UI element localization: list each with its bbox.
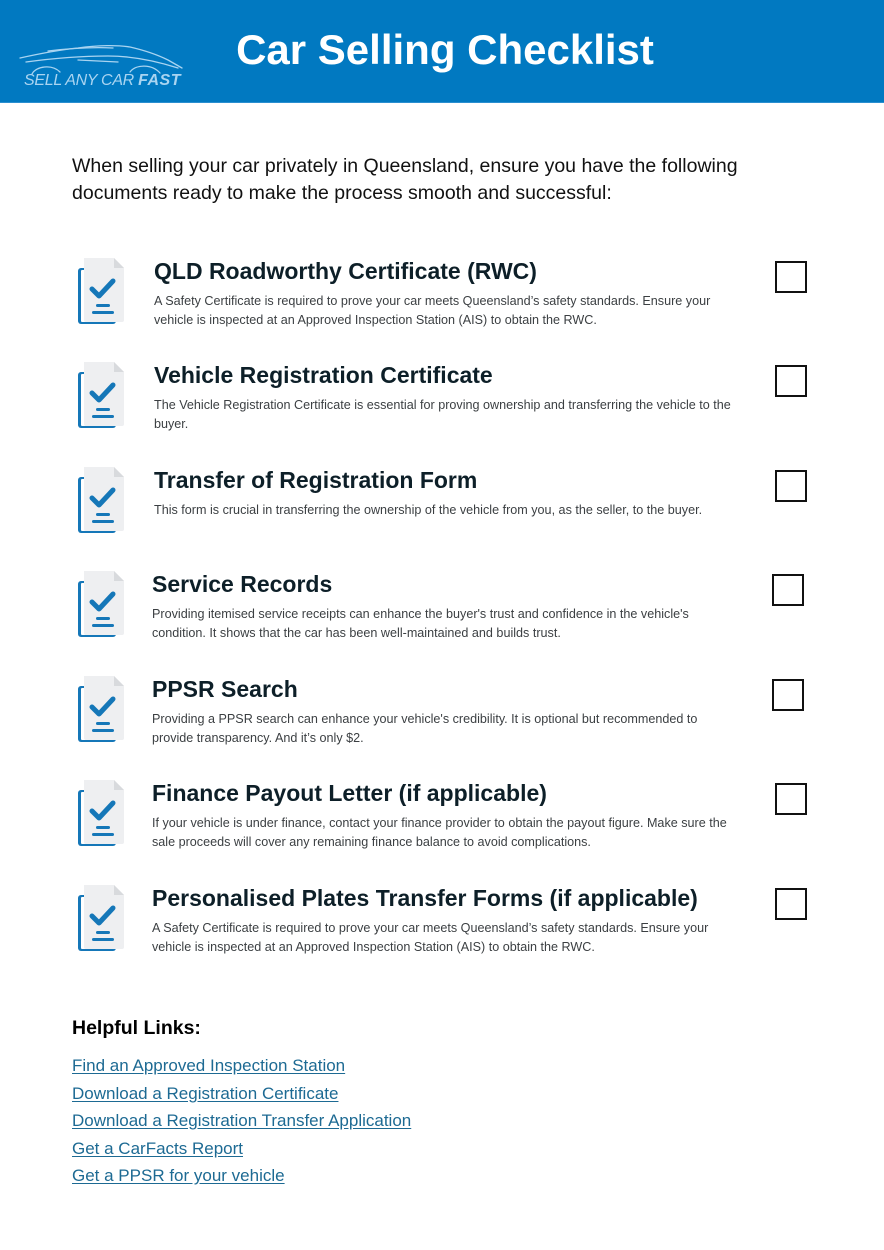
checklist-item-checkbox[interactable]	[775, 888, 807, 920]
checklist-item-title: Finance Payout Letter (if applicable)	[152, 780, 547, 806]
checklist-item-title: Transfer of Registration Form	[154, 467, 478, 493]
helpful-links-list	[72, 1054, 411, 1192]
link-get-carfacts-report[interactable]: Get a CarFacts Report	[72, 1138, 244, 1158]
checklist-document-icon	[76, 465, 126, 535]
checklist-item-checkbox[interactable]	[775, 470, 807, 502]
checklist-item-title: PPSR Search	[152, 676, 298, 702]
checklist-item-title: QLD Roadworthy Certificate (RWC)	[154, 258, 537, 284]
page-title: Car Selling Checklist	[236, 26, 654, 73]
link-download-registration-transfer-application[interactable]: Download a Registration Transfer Application	[72, 1111, 412, 1130]
checklist-document-icon	[76, 360, 126, 430]
helpful-links-heading: Helpful Links:	[72, 1017, 201, 1039]
checklist-item	[0, 885, 884, 985]
checklist-item-title: Service Records	[152, 571, 333, 597]
checklist-item-checkbox[interactable]	[775, 783, 807, 815]
checklist-item-checkbox[interactable]	[772, 574, 804, 606]
checklist-item-description: A Safety Certificate is required to prove your car meets Queensland’s safety standards. Ensure your vehicle is inspected at an Approved Inspection Station (AIS) to obtain the RWC.	[152, 921, 709, 954]
link-find-approved-inspection-station[interactable]: Find an Approved Inspection Station	[72, 1056, 346, 1075]
checklist-item	[0, 571, 884, 671]
checklist-item-title: Personalised Plates Transfer Forms (if applicable)	[152, 885, 698, 911]
header-banner	[0, 0, 884, 103]
checklist-item-checkbox[interactable]	[775, 261, 807, 293]
checklist-item-description: Providing a PPSR search can enhance your vehicle's credibility. It is optional but recommended to provide transparency. And it’s only $2.	[152, 712, 698, 745]
checklist-item-checkbox[interactable]	[775, 365, 807, 397]
checklist-item-title: Vehicle Registration Certificate	[154, 362, 493, 388]
checklist-item-description: The Vehicle Registration Certificate is essential for proving ownership and transferring the vehicle to the buyer.	[154, 398, 731, 431]
link-get-ppsr[interactable]: Get a PPSR for your vehicle	[72, 1166, 285, 1185]
checklist-document-icon	[76, 569, 126, 639]
checklist-item-description: A Safety Certificate is required to prove your car meets Queensland’s safety standards. Ensure your vehicle is inspected at an Approved Inspection Station (AIS) to obtain the RWC.	[154, 294, 711, 327]
checklist-item	[0, 467, 884, 567]
checklist-item	[0, 676, 884, 776]
checklist-item	[0, 258, 884, 358]
checklist-item-description: If your vehicle is under finance, contact your finance provider to obtain the payout figure. Make sure the sale proceeds will cover any remaining finance balance to avoid complications.	[152, 816, 727, 849]
checklist-item	[0, 780, 884, 880]
intro-paragraph: When selling your car privately in Queensland, ensure you have the following documents ready to make the process smooth and successful:	[72, 155, 738, 204]
checklist-document-icon	[76, 256, 126, 326]
checklist-document-icon	[76, 674, 126, 744]
checklist-item-description: Providing itemised service receipts can enhance the buyer's trust and confidence in the vehicle's condition. It shows that the car has been well-maintained and builds trust.	[152, 607, 689, 640]
checklist-item	[0, 362, 884, 462]
link-download-registration-certificate[interactable]: Download a Registration Certificate	[72, 1083, 339, 1103]
checklist-document-icon	[76, 778, 126, 848]
checklist-item-checkbox[interactable]	[772, 679, 804, 711]
checklist-item-description: This form is crucial in transferring the ownership of the vehicle from you, as the seller, to the buyer.	[154, 503, 703, 517]
logo-wordmark: SELL ANY CAR FAST	[24, 72, 181, 89]
checklist-document-icon	[76, 883, 126, 953]
